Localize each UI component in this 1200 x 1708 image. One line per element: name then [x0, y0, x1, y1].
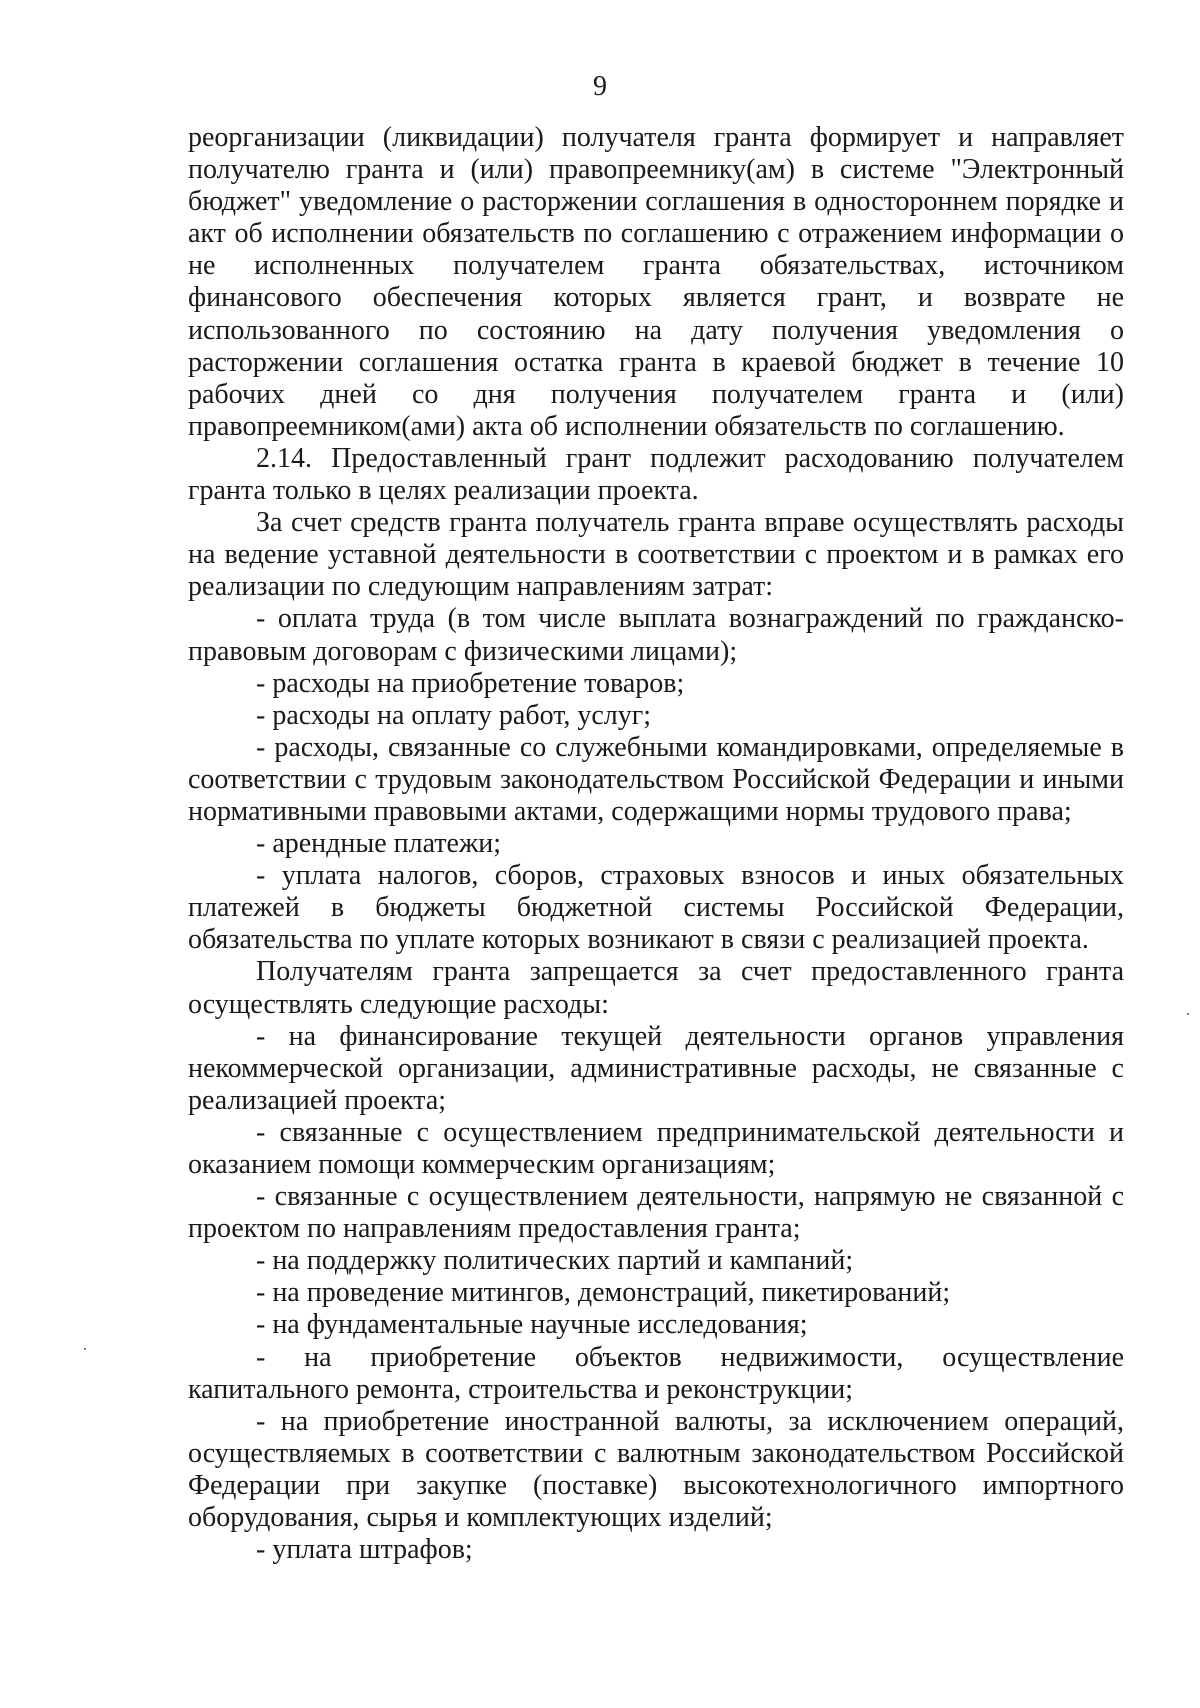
- list-item: - на приобретение иностранной валюты, за исключением операций, осуществляемых в соответствии с валютным законодательством Российской Федерации при закупке (поставке) высокотехнологичного импортного оборудования, сырья и комплектующих изделий;: [188, 1405, 1124, 1534]
- list-item: - связанные с осуществлением предпринимательской деятельности и оказанием помощи коммерческим организациям;: [188, 1116, 1124, 1180]
- paragraph: За счет средств гранта получатель гранта вправе осуществлять расходы на ведение уставной деятельности в соответствии с проектом и в рамках его реализации по следующим направлениям затрат:: [188, 507, 1124, 603]
- paragraph: реорганизации (ликвидации) получателя гранта формирует и направляет получателю гранта и (или) правопреемнику(ам) в системе "Электронный бюджет" уведомление о расторжении соглашения в одностороннем порядке и акт об исполнении обязательств по соглашению с отражением информации о не исполненных получателем гранта обязательствах, источником финансового обеспечения которых является грант, и возврате не использованного по состоянию на дату получения уведомления о расторжении соглашения остатка гранта в краевой бюджет в течение 10 рабочих дней со дня получения получателем гранта и (или) правопреемником(ами) акта об исполнении обязательств по соглашению.: [188, 122, 1124, 442]
- list-item: - на поддержку политических партий и кампаний;: [256, 1245, 854, 1277]
- list-item: - на фундаментальные научные исследования;: [256, 1309, 808, 1341]
- page-number: 9: [593, 71, 607, 102]
- list-item: - на проведение митингов, демонстраций, пикетирований;: [256, 1277, 951, 1309]
- list-item: - на приобретение объектов недвижимости, осуществление капитального ремонта, строительства и реконструкции;: [188, 1341, 1124, 1405]
- scan-speck: [84, 1348, 86, 1350]
- list-item: - на финансирование текущей деятельности органов управления некоммерческой организации, административные расходы, не связанные с реализацией проекта;: [188, 1020, 1124, 1116]
- list-item: - расходы на приобретение товаров;: [256, 667, 685, 699]
- list-item: - оплата труда (в том числе выплата вознаграждений по гражданско-правовым договорам с физическими лицами);: [188, 603, 1124, 667]
- list-item: - уплата налогов, сборов, страховых взносов и иных обязательных платежей в бюджеты бюджетной системы Российской Федерации, обязательства по уплате которых возникают в связи с реализацией проекта.: [188, 860, 1124, 956]
- paragraph: 2.14. Предоставленный грант подлежит расходованию получателем гранта только в целях реализации проекта.: [188, 442, 1124, 507]
- paragraph: Получателям гранта запрещается за счет предоставленного гранта осуществлять следующие расходы:: [188, 956, 1124, 1020]
- list-item: - арендные платежи;: [256, 828, 502, 860]
- list-item: - уплата штрафов;: [256, 1534, 473, 1566]
- list-item: - связанные с осуществлением деятельности, напрямую не связанной с проектом по направлениям предоставления гранта;: [188, 1181, 1124, 1245]
- scan-speck: [1187, 1013, 1189, 1015]
- document-body: [188, 122, 1124, 1566]
- list-item: - расходы на оплату работ, услуг;: [256, 699, 652, 731]
- list-item: - расходы, связанные со служебными командировками, определяемые в соответствии с трудовым законодательством Российской Федерации и иными нормативными правовыми актами, содержащими нормы трудового права;: [188, 731, 1124, 827]
